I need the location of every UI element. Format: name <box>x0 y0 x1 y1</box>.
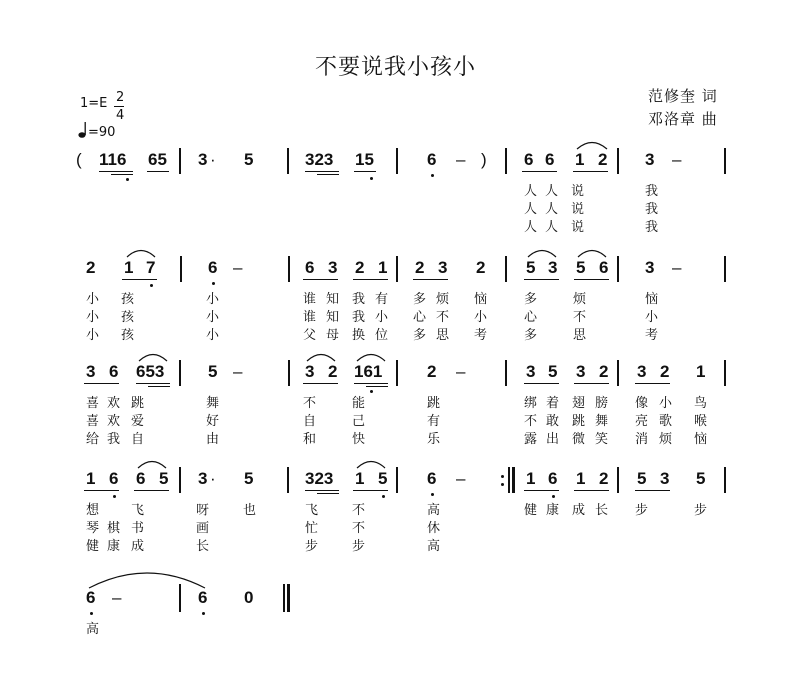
low-dot <box>370 177 373 180</box>
lyric-char: 步 <box>694 503 708 518</box>
note: 3 <box>660 469 670 488</box>
lyric-char: 小 <box>86 328 100 343</box>
lyric-char: 膀 <box>595 396 609 411</box>
lyric-char: 健 <box>86 539 100 554</box>
slur <box>356 457 386 469</box>
barline <box>288 360 290 386</box>
lyric-char: 多 <box>524 292 538 307</box>
slur <box>356 350 386 362</box>
underline <box>573 171 608 172</box>
lyric-char: 知 <box>326 292 340 307</box>
lyric-char: 孩 <box>121 292 135 307</box>
note: 5 <box>378 469 388 488</box>
lyric-char: 小 <box>474 310 488 325</box>
dash: – <box>672 150 682 169</box>
barline <box>179 467 181 493</box>
note: 3 <box>198 469 208 488</box>
lyric-char: 孩 <box>121 328 135 343</box>
lyric-char: 敢 <box>546 414 560 429</box>
repeat-dot <box>501 483 504 486</box>
lyric-char: 鸟 <box>694 396 708 411</box>
final-barline-thin <box>283 584 285 612</box>
lyric-char: 书 <box>131 521 145 536</box>
underline <box>524 383 559 384</box>
lyric-char: 小 <box>86 292 100 307</box>
underline <box>353 490 388 491</box>
note: 2 <box>598 150 608 169</box>
lyric-char: 考 <box>474 328 488 343</box>
lyric-char: 亮 <box>635 414 649 429</box>
dash: – <box>672 258 682 277</box>
lyric-char: 人 <box>524 184 538 199</box>
note: 6 <box>545 150 555 169</box>
lyric-char: 跳 <box>427 396 441 411</box>
note: 5 <box>159 469 169 488</box>
underline <box>147 171 169 172</box>
lyric-char: 画 <box>196 521 210 536</box>
barline <box>617 360 619 386</box>
note: 2 <box>355 258 365 277</box>
underline <box>635 490 670 491</box>
lyric-char: 有 <box>427 414 441 429</box>
barline <box>505 256 507 282</box>
lyric-char: 欢 <box>107 414 121 429</box>
lyric-char: 喜 <box>86 414 100 429</box>
underline <box>354 171 376 172</box>
note: 2 <box>86 258 96 277</box>
barline <box>617 148 619 174</box>
note: 1 <box>526 469 536 488</box>
lyric-char: 绑 <box>524 396 538 411</box>
note: 5 <box>244 469 254 488</box>
underline <box>353 279 388 280</box>
lyric-char: 小 <box>645 310 659 325</box>
underline <box>574 279 609 280</box>
note: 7 <box>146 258 156 277</box>
lyric-char: 母 <box>326 328 340 343</box>
lyric-char: 长 <box>595 503 609 518</box>
low-dot <box>431 493 434 496</box>
dash: – <box>456 469 466 488</box>
lyricist-credit: 范修奎 词 <box>648 87 718 105</box>
lyric-char: 小 <box>206 328 220 343</box>
time-signature-line <box>114 106 124 107</box>
lyric-char: 人 <box>524 220 538 235</box>
low-dot <box>90 612 93 615</box>
note: 5 <box>244 150 254 169</box>
lyric-char: 我 <box>352 292 366 307</box>
note: 6 <box>599 258 609 277</box>
lyric-char: 出 <box>546 432 560 447</box>
underline <box>84 490 119 491</box>
lyric-char: 乐 <box>427 432 441 447</box>
lyric-char: 我 <box>645 184 659 199</box>
lyric-char: 给 <box>86 432 100 447</box>
barline <box>505 360 507 386</box>
underline <box>354 383 388 384</box>
barline <box>617 467 619 493</box>
low-dot <box>370 390 373 393</box>
lyric-char: 步 <box>635 503 649 518</box>
note: 3 <box>438 258 448 277</box>
lyric-char: 不 <box>352 521 366 536</box>
low-dot <box>113 495 116 498</box>
lyric-char: 舞 <box>595 414 609 429</box>
lyric-char: 恼 <box>645 292 659 307</box>
barline <box>724 148 726 174</box>
note-group: 323 <box>305 469 334 488</box>
lyric-char: 谁 <box>303 292 317 307</box>
note: 2 <box>660 362 670 381</box>
lyric-char: 烦 <box>573 292 587 307</box>
note: 5 <box>208 362 218 381</box>
dot-note: · <box>210 469 216 488</box>
note: 5 <box>696 469 706 488</box>
note-group: 65 <box>148 150 167 169</box>
lyric-char: 着 <box>546 396 560 411</box>
lyric-char: 快 <box>352 432 366 447</box>
lyric-char: 步 <box>305 539 319 554</box>
underline <box>305 490 339 491</box>
lyric-char: 人 <box>545 220 559 235</box>
note: 5 <box>576 258 586 277</box>
lyric-char: 不 <box>303 396 317 411</box>
lyric-char: 父 <box>303 328 317 343</box>
rest: 0 <box>244 588 254 607</box>
barline <box>287 467 289 493</box>
lyric-char: 多 <box>413 328 427 343</box>
lyric-char: 高 <box>86 622 100 637</box>
lyric-char: 恼 <box>474 292 488 307</box>
barline <box>617 256 619 282</box>
underline <box>413 279 448 280</box>
lyric-char: 棋 <box>107 521 121 536</box>
note: 2 <box>599 469 609 488</box>
lyric-char: 思 <box>573 328 587 343</box>
underline <box>122 279 157 280</box>
lyric-char: 也 <box>243 503 257 518</box>
underline <box>84 383 119 384</box>
note: 2 <box>328 362 338 381</box>
note-group: 116 <box>99 150 127 169</box>
lyric-char: 健 <box>524 503 538 518</box>
note: 6 <box>86 588 96 607</box>
lyric-char: 消 <box>635 432 649 447</box>
underline <box>317 493 339 494</box>
note: 6 <box>427 150 437 169</box>
underline <box>635 383 670 384</box>
low-dot <box>382 495 385 498</box>
note: 1 <box>355 469 365 488</box>
lyric-char: 心 <box>413 310 427 325</box>
lyric-char: 心 <box>524 310 538 325</box>
note: 6 <box>305 258 315 277</box>
underline <box>99 171 133 172</box>
slur <box>306 350 336 362</box>
lyric-char: 歌 <box>659 414 673 429</box>
lyric-char: 高 <box>427 539 441 554</box>
dot-note: · <box>210 150 216 169</box>
underline <box>305 171 339 172</box>
barline <box>724 256 726 282</box>
slur <box>577 246 607 258</box>
lyric-char: 舞 <box>206 396 220 411</box>
lyric-char: 笑 <box>595 432 609 447</box>
slur <box>126 246 156 258</box>
repeat-barline-thick <box>512 467 515 493</box>
barline <box>396 360 398 386</box>
lyric-char: 成 <box>572 503 586 518</box>
lyric-char: 我 <box>645 220 659 235</box>
note: 6 <box>198 588 208 607</box>
dash: – <box>233 362 243 381</box>
lyric-char: 小 <box>86 310 100 325</box>
lyric-char: 位 <box>375 328 389 343</box>
underline <box>303 279 338 280</box>
underline <box>366 386 388 387</box>
lyric-char: 孩 <box>121 310 135 325</box>
note: 1 <box>575 150 585 169</box>
lyric-char: 康 <box>546 503 560 518</box>
barline <box>724 467 726 493</box>
lyric-char: 自 <box>303 414 317 429</box>
note: 6 <box>136 469 146 488</box>
note: 2 <box>427 362 437 381</box>
tie <box>88 568 206 590</box>
underline <box>317 174 339 175</box>
lyric-char: 人 <box>545 202 559 217</box>
lyric-char: 呀 <box>196 503 210 518</box>
lyric-char: 和 <box>303 432 317 447</box>
underline <box>136 383 170 384</box>
key-signature: 1=E <box>80 96 108 111</box>
lyric-char: 微 <box>572 432 586 447</box>
lyric-char: 换 <box>352 328 366 343</box>
lyric-char: 谁 <box>303 310 317 325</box>
note: 6 <box>109 469 119 488</box>
underline <box>148 386 170 387</box>
lyric-char: 休 <box>427 521 441 536</box>
barline <box>505 148 507 174</box>
lyric-char: 说 <box>571 184 585 199</box>
lyric-char: 露 <box>524 432 538 447</box>
underline <box>524 279 559 280</box>
underline <box>574 383 609 384</box>
time-signature-bottom: 4 <box>116 108 125 123</box>
dash: – <box>112 588 122 607</box>
note-group: 653 <box>136 362 165 381</box>
lyric-char: 我 <box>107 432 121 447</box>
lyric-char: 考 <box>645 328 659 343</box>
note-group: 323 <box>305 150 334 169</box>
song-title: 不要说我小孩小 <box>314 55 476 80</box>
lyric-char: 喉 <box>694 414 708 429</box>
underline <box>111 174 133 175</box>
lyric-char: 自 <box>131 432 145 447</box>
underline <box>134 490 169 491</box>
lyric-char: 不 <box>436 310 450 325</box>
barline <box>396 467 398 493</box>
barline <box>288 256 290 282</box>
repeat-paren-open: ( <box>76 150 82 169</box>
lyric-char: 好 <box>206 414 220 429</box>
lyric-char: 人 <box>524 202 538 217</box>
note: 2 <box>599 362 609 381</box>
lyric-char: 想 <box>86 503 100 518</box>
note: 3 <box>526 362 536 381</box>
note: 5 <box>526 258 536 277</box>
note: 3 <box>645 150 655 169</box>
quarter-note-icon <box>78 121 88 139</box>
lyric-char: 喜 <box>86 396 100 411</box>
lyric-char: 小 <box>659 396 673 411</box>
note: 3 <box>645 258 655 277</box>
note: 6 <box>208 258 218 277</box>
barline <box>287 148 289 174</box>
note: 3 <box>328 258 338 277</box>
lyric-char: 欢 <box>107 396 121 411</box>
lyric-char: 步 <box>352 539 366 554</box>
slur <box>138 350 168 362</box>
low-dot <box>431 174 434 177</box>
lyric-char: 多 <box>524 328 538 343</box>
note: 1 <box>576 469 586 488</box>
lyric-char: 像 <box>635 396 649 411</box>
note: 6 <box>548 469 558 488</box>
dash: – <box>456 362 466 381</box>
note: 3 <box>576 362 586 381</box>
barline <box>179 360 181 386</box>
lyric-char: 康 <box>107 539 121 554</box>
lyric-char: 说 <box>571 202 585 217</box>
lyric-char: 我 <box>352 310 366 325</box>
note: 1 <box>124 258 134 277</box>
lyric-char: 不 <box>524 414 538 429</box>
underline <box>524 490 559 491</box>
lyric-char: 飞 <box>305 503 319 518</box>
barline <box>396 256 398 282</box>
lyric-char: 我 <box>645 202 659 217</box>
repeat-dot <box>501 475 504 478</box>
lyric-char: 恼 <box>694 432 708 447</box>
lyric-char: 能 <box>352 396 366 411</box>
note: 1 <box>696 362 706 381</box>
final-barline-thick <box>287 584 290 612</box>
composer-credit: 邓洛章 曲 <box>648 110 718 128</box>
lyric-char: 小 <box>206 310 220 325</box>
barline <box>179 584 181 612</box>
lyric-char: 人 <box>545 184 559 199</box>
lyric-char: 长 <box>196 539 210 554</box>
lyric-char: 跳 <box>131 396 145 411</box>
underline <box>574 490 609 491</box>
low-dot <box>202 612 205 615</box>
barline <box>396 148 398 174</box>
lyric-char: 说 <box>571 220 585 235</box>
dash: – <box>233 258 243 277</box>
underline <box>303 383 338 384</box>
lyric-char: 飞 <box>131 503 145 518</box>
note: 6 <box>427 469 437 488</box>
lyric-char: 知 <box>326 310 340 325</box>
slur <box>527 246 557 258</box>
lyric-char: 烦 <box>659 432 673 447</box>
tempo-marking <box>78 121 115 140</box>
note: 3 <box>198 150 208 169</box>
lyric-char: 思 <box>436 328 450 343</box>
lyric-char: 高 <box>427 503 441 518</box>
tempo-value: =90 <box>88 125 116 140</box>
note: 5 <box>548 362 558 381</box>
note-group: 161 <box>354 362 383 381</box>
note: 3 <box>305 362 315 381</box>
note: 1 <box>378 258 388 277</box>
lyric-char: 成 <box>131 539 145 554</box>
note: 3 <box>548 258 558 277</box>
underline <box>522 171 557 172</box>
lyric-char: 忙 <box>305 521 319 536</box>
note-group: 15 <box>355 150 374 169</box>
low-dot <box>552 495 555 498</box>
lyric-char: 由 <box>206 432 220 447</box>
lyric-char: 有 <box>375 292 389 307</box>
time-signature-top: 2 <box>116 90 125 105</box>
repeat-barline-thin <box>508 467 510 493</box>
note: 2 <box>476 258 486 277</box>
repeat-paren-close: ) <box>481 150 487 169</box>
lyric-char: 多 <box>413 292 427 307</box>
note: 3 <box>637 362 647 381</box>
lyric-char: 烦 <box>436 292 450 307</box>
note: 5 <box>637 469 647 488</box>
lyric-char: 不 <box>352 503 366 518</box>
slur <box>137 457 167 469</box>
note: 6 <box>524 150 534 169</box>
lyric-char: 爱 <box>131 414 145 429</box>
lyric-char: 不 <box>573 310 587 325</box>
lyric-char: 小 <box>375 310 389 325</box>
barline <box>179 148 181 174</box>
lyric-char: 己 <box>352 414 366 429</box>
low-dot <box>150 284 153 287</box>
barline <box>180 256 182 282</box>
lyric-char: 跳 <box>572 414 586 429</box>
note: 1 <box>86 469 96 488</box>
lyric-char: 琴 <box>86 521 100 536</box>
note: 6 <box>109 362 119 381</box>
barline <box>724 360 726 386</box>
dash: – <box>456 150 466 169</box>
note: 3 <box>86 362 96 381</box>
low-dot <box>212 282 215 285</box>
low-dot <box>126 178 129 181</box>
note: 2 <box>415 258 425 277</box>
lyric-char: 翅 <box>572 396 586 411</box>
slur <box>576 138 608 150</box>
lyric-char: 小 <box>206 292 220 307</box>
